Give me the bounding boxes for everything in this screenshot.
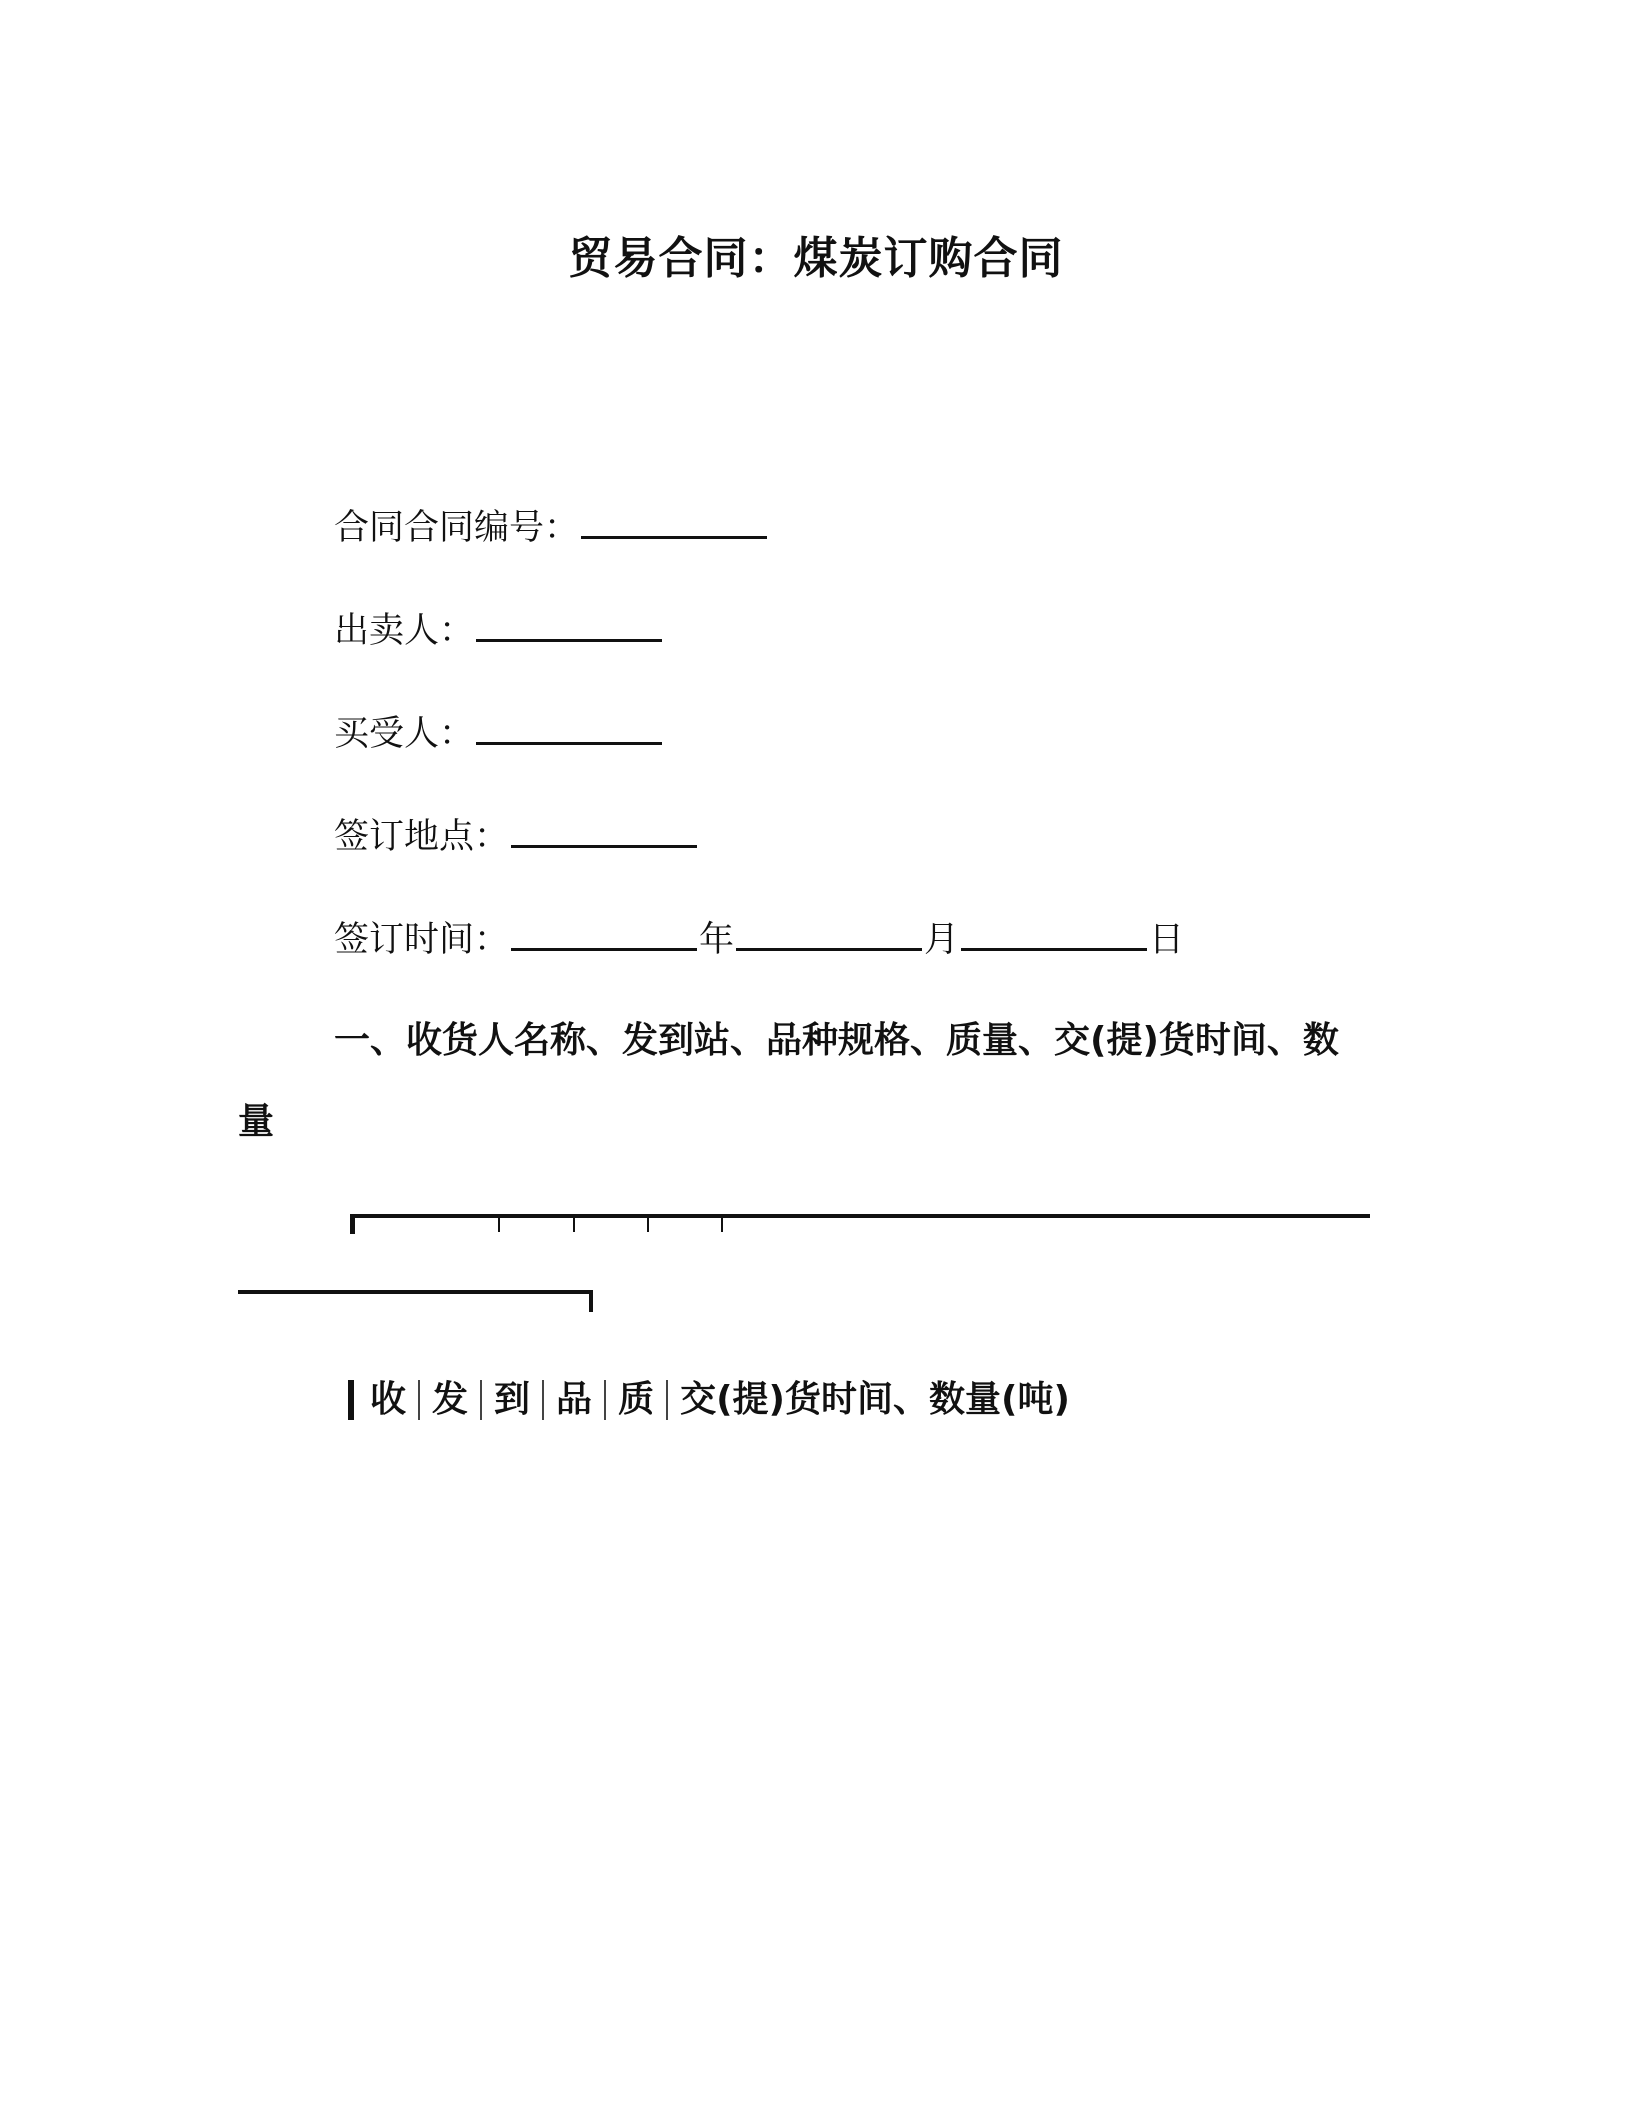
seller-label: 出卖人： bbox=[334, 611, 475, 651]
year-label: 年 bbox=[699, 920, 735, 960]
year-blank bbox=[511, 918, 697, 951]
table-header-cell: 收 bbox=[348, 1380, 418, 1420]
contract-number-field bbox=[334, 500, 769, 550]
column-tick bbox=[721, 1214, 723, 1232]
day-label: 日 bbox=[1149, 920, 1185, 960]
section-one-heading: 一、收货人名称、发到站、品种规格、质量、交(提)货时间、数 bbox=[334, 1020, 1339, 1061]
seller-field bbox=[334, 603, 664, 653]
signing-place-blank bbox=[511, 815, 697, 848]
signing-time-label: 签订时间： bbox=[334, 920, 510, 960]
signing-time-field bbox=[334, 912, 1184, 962]
table-top-left-corner bbox=[350, 1214, 355, 1234]
table-second-rule bbox=[238, 1290, 593, 1294]
buyer-field bbox=[334, 706, 664, 756]
contract-number-blank bbox=[581, 506, 767, 539]
signing-place-label: 签订地点： bbox=[334, 817, 510, 857]
table-header-cell: 品 bbox=[542, 1380, 604, 1420]
buyer-blank bbox=[476, 712, 662, 745]
table-header-cell: 到 bbox=[480, 1380, 542, 1420]
table-header-cell: 发 bbox=[418, 1380, 480, 1420]
column-tick bbox=[573, 1214, 575, 1232]
table-header-row bbox=[348, 1375, 1082, 1425]
section-one-heading-continued: 量 bbox=[238, 1101, 275, 1142]
day-blank bbox=[961, 918, 1147, 951]
column-tick bbox=[498, 1214, 500, 1232]
table-second-rule-corner bbox=[589, 1290, 593, 1312]
table-header-cell: 交(提)货时间、数量(吨) bbox=[666, 1380, 1082, 1420]
document-title: 贸易合同：煤炭订购合同 bbox=[568, 233, 1064, 284]
signing-place-field bbox=[334, 809, 699, 859]
month-label: 月 bbox=[924, 920, 960, 960]
buyer-label: 买受人： bbox=[334, 714, 475, 754]
month-blank bbox=[736, 918, 922, 951]
column-tick bbox=[647, 1214, 649, 1232]
table-header-cell: 质 bbox=[604, 1380, 666, 1420]
table-top-rule bbox=[350, 1214, 1370, 1218]
contract-number-label: 合同合同编号： bbox=[334, 508, 580, 548]
seller-blank bbox=[476, 609, 662, 642]
